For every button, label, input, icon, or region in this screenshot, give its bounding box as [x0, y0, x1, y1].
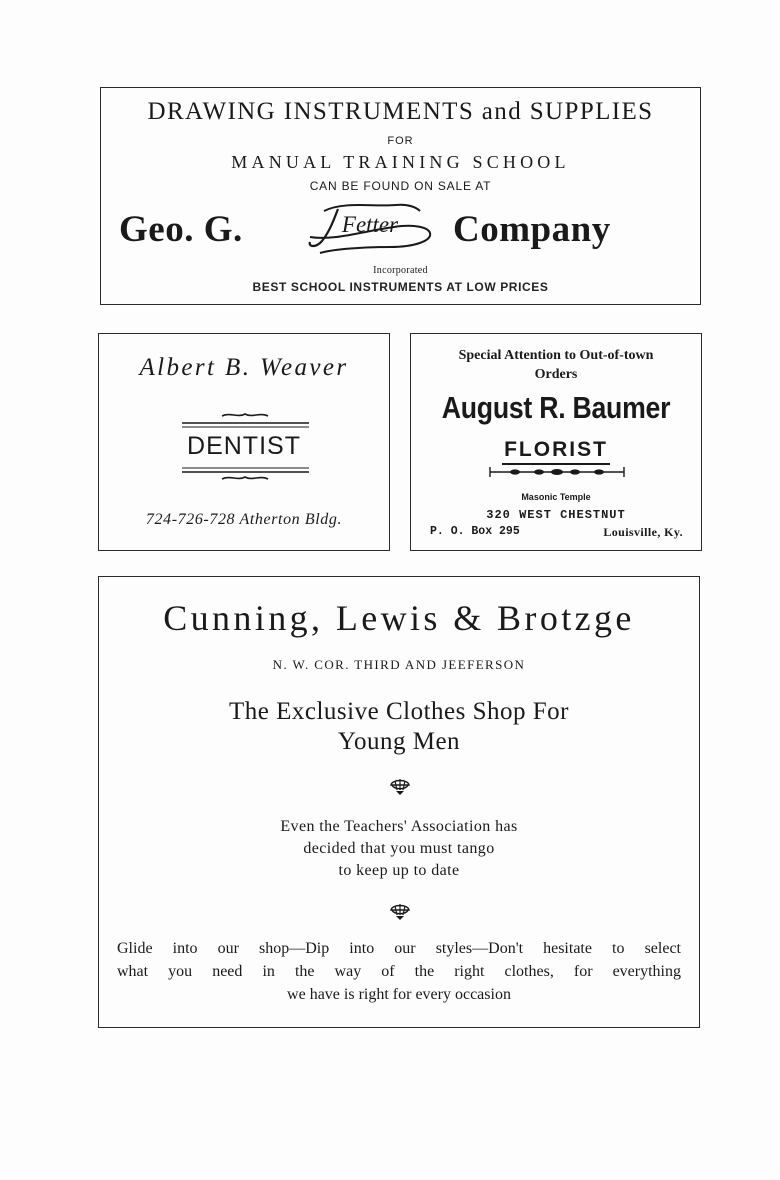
building-name: Masonic Temple [521, 492, 591, 502]
shell-ornament-icon [389, 776, 411, 796]
company-name-left: Geo. G. [119, 209, 243, 250]
company-name-right: Company [453, 209, 611, 250]
ornament-rule-top [182, 410, 309, 430]
fetter-company-ad [100, 87, 701, 305]
fetter-script-logo [304, 197, 436, 257]
shop-location: N. W. COR. THIRD AND JEEFERSON [272, 657, 526, 672]
tango-paragraph: Even the Teachers' Association has decided that you must tango to keep up to date [280, 818, 518, 879]
baumer-florist-ad [410, 333, 702, 551]
profession-title: DENTIST [187, 432, 301, 460]
dentist-name: Albert B. Weaver [139, 354, 349, 381]
profession-title: FLORIST [411, 438, 701, 465]
special-attention-text: Special Attention to Out-of-town Orders [458, 348, 654, 382]
city-state: Louisville, Ky. [603, 525, 683, 539]
office-address: 724-726-728 Atherton Bldg. [145, 511, 343, 528]
ornament-rule-bottom [182, 465, 309, 485]
clothes-shop-ad [98, 576, 700, 1028]
shell-ornament-icon [389, 901, 411, 921]
ad-headline: DRAWING INSTRUMENTS and SUPPLIES [147, 98, 654, 125]
florist-name: August R. Baumer [441, 390, 671, 425]
on-sale-text: CAN BE FOUND ON SALE AT [309, 179, 492, 193]
shop-name: Cunning, Lewis & Brotzge [163, 598, 635, 638]
incorporated-label: Incorporated [373, 265, 428, 276]
glide-paragraph: Glide into our shop—Dip into our styles—Don't hesitate to select what you need in the way of the right clothes, for everything we have is right for every occasion [117, 940, 681, 1003]
weaver-dentist-ad [98, 333, 390, 551]
po-box: P. O. Box 295 [430, 525, 520, 538]
ornament-rule [487, 465, 627, 479]
ad-tagline: BEST SCHOOL INSTRUMENTS AT LOW PRICES [252, 280, 549, 294]
ad-for-text: FOR [387, 135, 414, 147]
street-address: 320 WEST CHESTNUT [486, 508, 626, 522]
school-name: MANUAL TRAINING SCHOOL [231, 152, 570, 172]
shop-description: The Exclusive Clothes Shop For Young Men [229, 698, 569, 755]
svg-text:Fetter: Fetter [341, 212, 399, 237]
